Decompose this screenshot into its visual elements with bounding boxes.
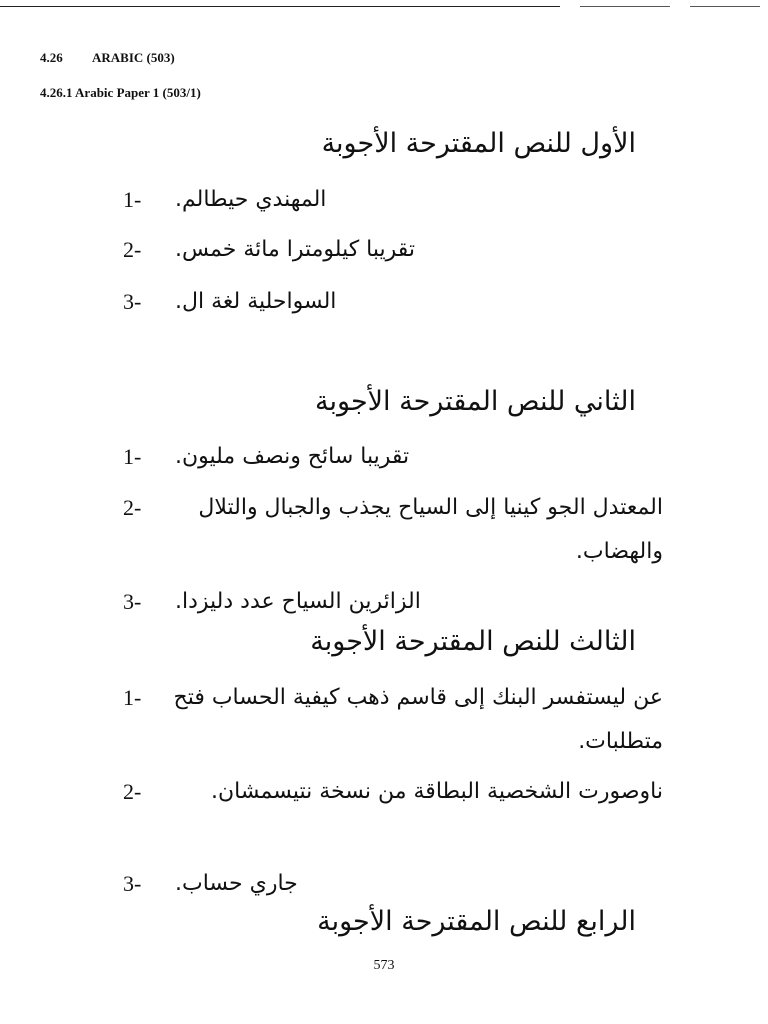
subsection-title: Arabic Paper 1 (503/1) <box>75 85 201 100</box>
item-text: المهندي حيطالم. <box>175 187 327 212</box>
top-rule-segment <box>580 6 670 7</box>
item-text: جاري حساب. <box>175 871 298 896</box>
subsection-header <box>40 85 201 101</box>
answer-item <box>123 435 663 479</box>
page-number: 573 <box>373 958 395 973</box>
item-text: السواحلية لغة ال. <box>175 289 337 314</box>
item-marker: 2- <box>123 237 142 262</box>
item-marker: 3- <box>123 589 142 614</box>
top-rule-segment <box>690 6 760 7</box>
item-text: المعتدل الجو كينيا إلى السياح يجذب والجبال والتلال والهضاب. <box>198 495 663 564</box>
answer-item <box>123 228 663 272</box>
answer-item <box>123 770 663 814</box>
item-marker: 2- <box>123 779 142 804</box>
answer-item <box>123 862 663 906</box>
section-heading-third: الثالث للنص المقترحة الأجوبة <box>310 626 636 657</box>
item-text: تقريبا كيلومترا مائة خمس. <box>175 237 416 262</box>
item-marker: 2- <box>123 495 142 520</box>
subsection-number: 4.26.1 <box>40 85 73 100</box>
section-header <box>40 50 175 66</box>
section-title: ARABIC (503) <box>92 50 175 65</box>
section-heading-second: الثاني للنص المقترحة الأجوبة <box>315 386 636 417</box>
section-number: 4.26 <box>40 50 63 65</box>
answer-item <box>123 676 663 764</box>
top-rule <box>0 6 560 7</box>
item-marker: 1- <box>123 444 142 469</box>
answer-item <box>123 486 663 574</box>
answer-item <box>123 280 663 324</box>
item-marker: 1- <box>123 685 142 710</box>
section-heading-first: الأول للنص المقترحة الأجوبة <box>321 128 636 159</box>
item-text: تقريبا سائح ونصف مليون. <box>175 444 410 469</box>
section-heading-fourth: الرابع للنص المقترحة الأجوبة <box>317 906 636 937</box>
item-text: الزائرين السياح عدد دليزدا. <box>175 589 421 614</box>
item-text: عن ليستفسر البنك إلى قاسم ذهب كيفية الحساب فتح متطلبات. <box>173 685 663 754</box>
item-marker: 1- <box>123 187 142 212</box>
answer-item <box>123 580 663 624</box>
item-text: ناوصورت الشخصية البطاقة من نسخة نتيسمشان. <box>211 779 663 804</box>
item-marker: 3- <box>123 871 142 896</box>
answer-item <box>123 178 663 222</box>
item-marker: 3- <box>123 289 142 314</box>
